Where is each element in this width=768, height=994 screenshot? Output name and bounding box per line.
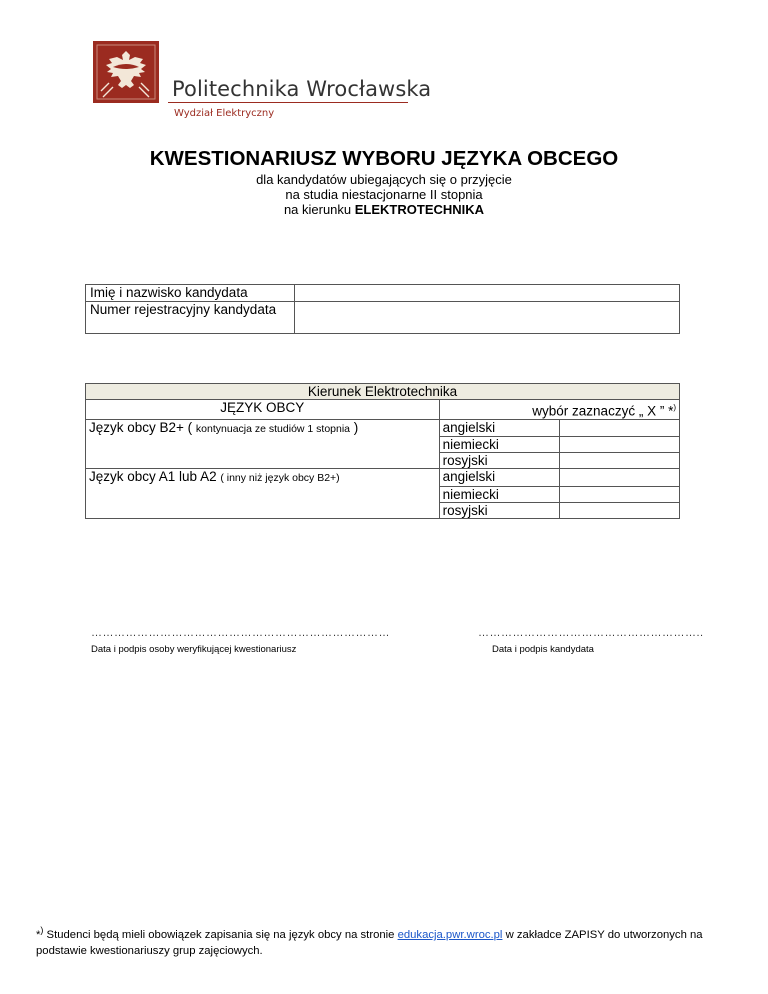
checkbox-b2-german[interactable] bbox=[559, 437, 679, 453]
edukacja-link[interactable]: edukacja.pwr.wroc.pl bbox=[397, 928, 503, 941]
option-a-russian: rosyjski bbox=[439, 502, 559, 518]
group-b2-label bbox=[86, 419, 440, 437]
field-of-study: ELEKTROTECHNIKA bbox=[354, 202, 485, 217]
candidate-signature-label: Data i podpis kandydata bbox=[492, 644, 594, 655]
group-b2-note: kontynuacja ze studiów 1 stopnia bbox=[195, 422, 351, 435]
candidate-table bbox=[85, 284, 680, 334]
verifier-signature-label: Data i podpis osoby weryfikującej kwestionariusz bbox=[91, 644, 297, 655]
choice-column-text: wybór zaznaczyć „ X ” * bbox=[532, 403, 674, 419]
group-b2-end: ) bbox=[350, 419, 359, 435]
checkbox-a-russian[interactable] bbox=[559, 502, 679, 518]
option-a-english: angielski bbox=[439, 469, 559, 487]
checkbox-a-english[interactable] bbox=[559, 469, 679, 487]
subtitle-line-3 bbox=[0, 202, 768, 217]
department-name: Wydział Elektryczny bbox=[174, 108, 275, 119]
group-a-label bbox=[86, 469, 440, 487]
university-logo bbox=[93, 41, 159, 103]
language-table bbox=[85, 383, 680, 519]
choice-column-header bbox=[439, 400, 679, 420]
candidate-signature-line: ………………………………………………….. bbox=[478, 627, 704, 639]
header-divider bbox=[168, 102, 408, 103]
option-b2-german: niemiecki bbox=[439, 437, 559, 453]
checkbox-b2-russian[interactable] bbox=[559, 453, 679, 469]
registration-label: Numer rejestracyjny kandydata bbox=[86, 302, 295, 334]
group-a-main: Język obcy A1 lub A2 bbox=[89, 469, 221, 484]
subtitle-line-3-prefix: na kierunku bbox=[283, 202, 355, 217]
footnote-sup: ) bbox=[40, 925, 44, 935]
eagle-icon bbox=[106, 51, 146, 88]
language-column-header: JĘZYK OBCY bbox=[86, 400, 440, 420]
option-a-german: niemiecki bbox=[439, 486, 559, 502]
subtitle-line-1: dla kandydatów ubiegających się o przyjęcie bbox=[256, 172, 512, 187]
name-label: Imię i nazwisko kandydata bbox=[86, 285, 295, 302]
option-b2-russian: rosyjski bbox=[439, 453, 559, 469]
footnote-text-before: Studenci będą mieli obowiązek zapisania się na język obcy na stronie bbox=[43, 928, 398, 941]
footnote-text-after: w zakładce ZAPISY do utworzonych na podstawie kwestionariuszy grup zajęciowych. bbox=[36, 928, 703, 957]
group-b2-main: Język obcy B2+ ( bbox=[89, 419, 196, 435]
group-a-note: ( inny niż język obcy B2+) bbox=[220, 472, 340, 484]
registration-field[interactable] bbox=[295, 302, 680, 334]
name-field[interactable] bbox=[295, 285, 680, 302]
verifier-signature-line: …………………………………………………………………… bbox=[91, 627, 390, 639]
subtitle-line-2: na studia niestacjonarne II stopnia bbox=[285, 187, 483, 202]
language-table-header: Kierunek Elektrotechnika bbox=[86, 384, 680, 400]
footnote-star: * bbox=[36, 928, 41, 941]
choice-column-sup: ) bbox=[673, 403, 676, 412]
checkbox-a-german[interactable] bbox=[559, 486, 679, 502]
option-b2-english: angielski bbox=[439, 419, 559, 437]
footnote bbox=[36, 922, 736, 959]
university-name: Politechnika Wrocławska bbox=[172, 77, 432, 101]
document-title: KWESTIONARIUSZ WYBORU JĘZYKA OBCEGO bbox=[149, 147, 619, 170]
checkbox-b2-english[interactable] bbox=[559, 419, 679, 437]
